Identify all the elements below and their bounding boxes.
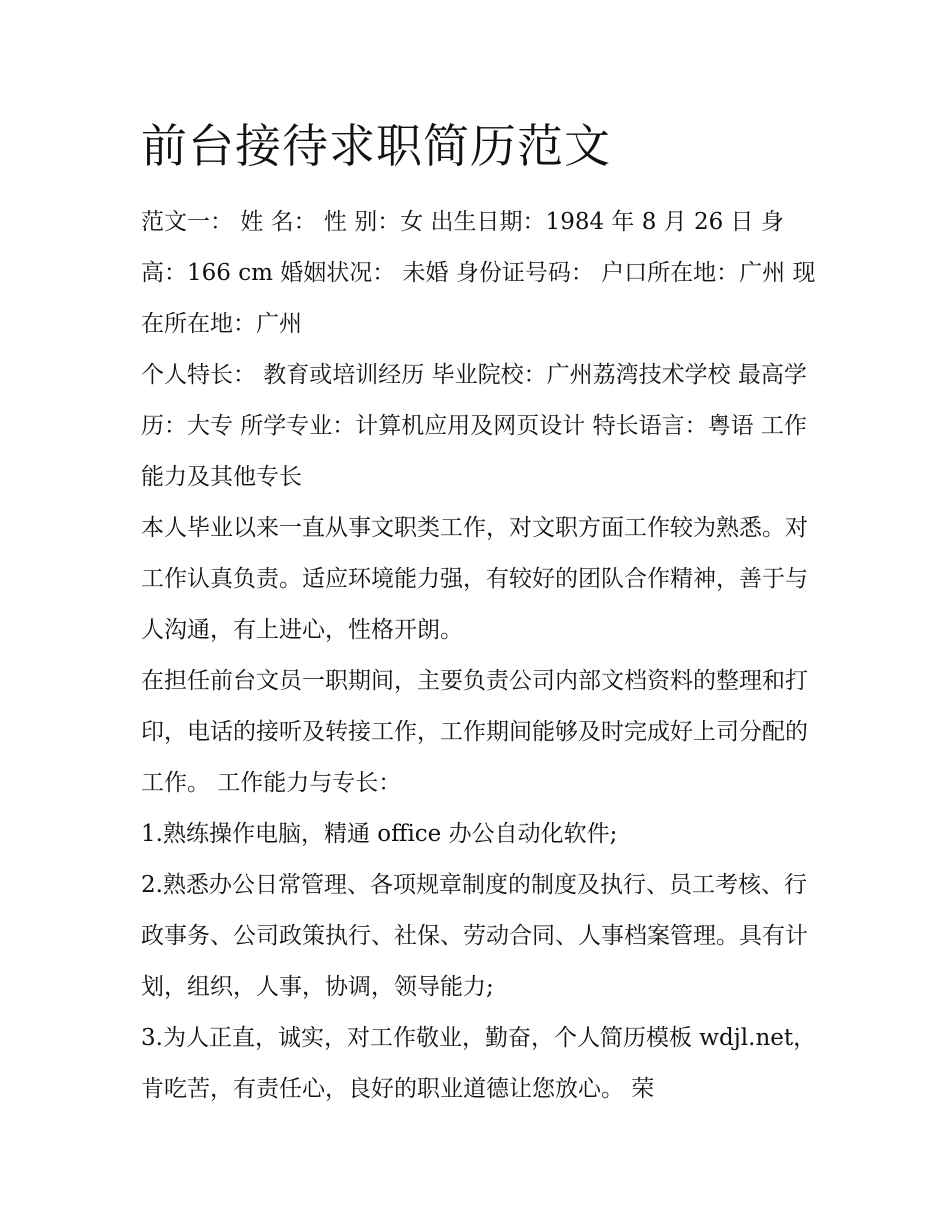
document-body	[141, 197, 821, 1115]
paragraph-self-evaluation: 本人毕业以来一直从事文职类工作，对文职方面工作较为熟悉。对工作认真负责。适应环境能力强，有较好的团队合作精神，善于与人沟通，有上进心，性格开朗。	[141, 515, 808, 643]
paragraph-basic-info: 范文一： 姓 名： 性 别：女 出生日期：1984 年 8 月 26 日 身高：166 cm 婚姻状况： 未婚 身份证号码： 户口所在地：广州 现在所在地：广州	[141, 209, 816, 337]
paragraph-skill-3: 3.为人正直，诚实，对工作敬业，勤奋，个人简历模板 wdjl.net，肯吃苦，有责任心，良好的职业道德让您放心。 荣	[141, 1025, 817, 1102]
document-title: 前台接待求职简历范文	[141, 119, 611, 173]
paragraph-education: 个人特长： 教育或培训经历 毕业院校：广州荔湾技术学校 最高学历：大专 所学专业：计算机应用及网页设计 特长语言：粤语 工作能力及其他专长	[141, 362, 807, 490]
paragraph-work-experience: 在担任前台文员一职期间，主要负责公司内部文档资料的整理和打印，电话的接听及转接工作，工作期间能够及时完成好上司分配的工作。 工作能力与专长：	[141, 668, 808, 796]
paragraph-skill-2: 2.熟悉办公日常管理、各项规章制度的制度及执行、员工考核、行政事务、公司政策执行、社保、劳动合同、人事档案管理。具有计划，组织，人事，协调，领导能力;	[141, 872, 808, 1000]
paragraph-skill-1: 1.熟练操作电脑，精通 office 办公自动化软件;	[141, 821, 618, 847]
